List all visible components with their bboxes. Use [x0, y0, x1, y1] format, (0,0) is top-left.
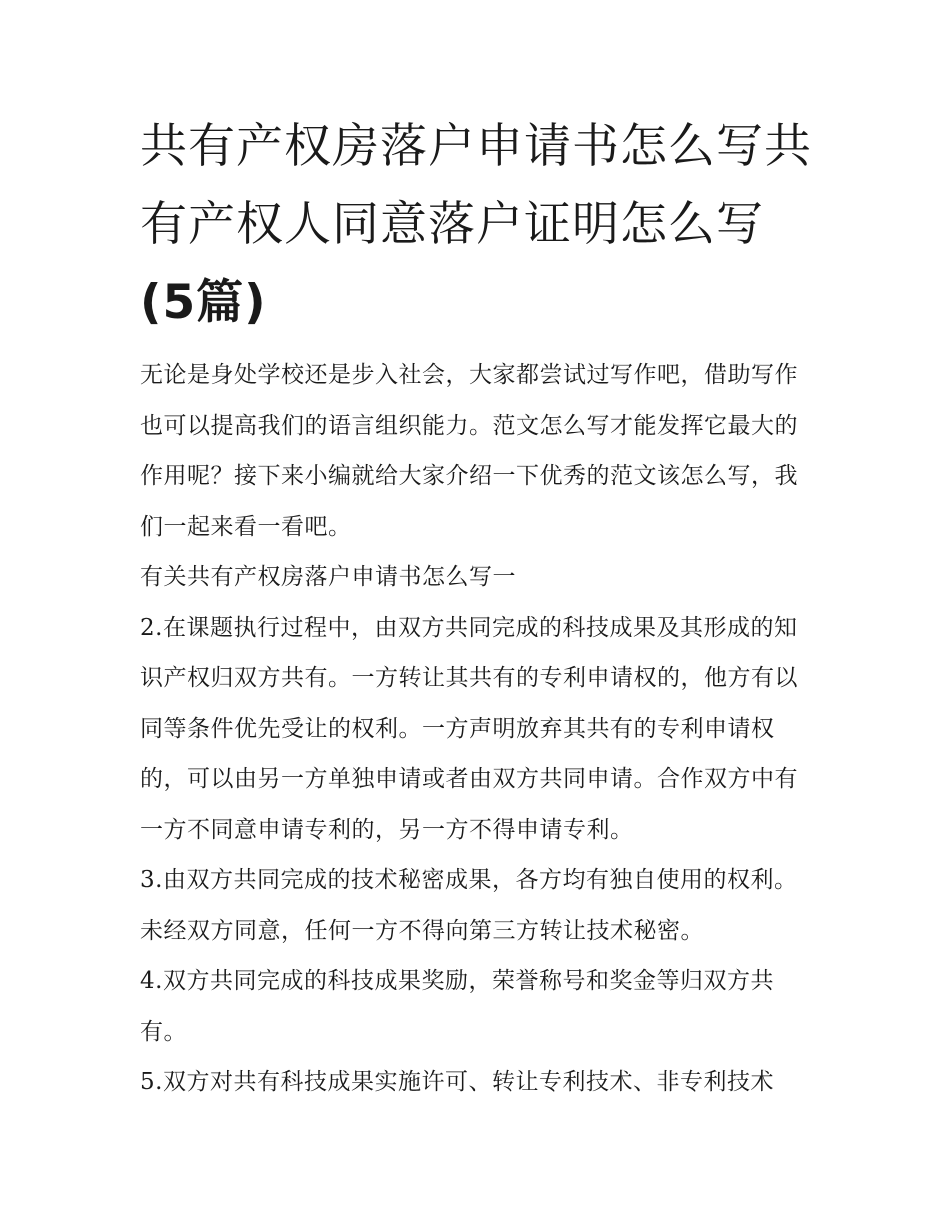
list-item: 2.在课题执行过程中，由双方共同完成的科技成果及其形成的知识产权归双方共有。一方转让其共有的专利申请权的，他方有以同等条件优先受让的权利。一方声明放弃其共有的专利申请权的，可以由另一方单独申请或者由双方共同申请。合作双方中有一方不同意申请专利的，另一方不得申请专利。	[140, 614, 798, 843]
intro-paragraph: 无论是身处学校还是步入社会，大家都尝试过写作吧，借助写作也可以提高我们的语言组织能力。范文怎么写才能发挥它最大的作用呢？接下来小编就给大家介绍一下优秀的范文该怎么写，我们一起来看一看吧。	[140, 362, 798, 540]
list-item: 3.由双方共同完成的技术秘密成果，各方均有独自使用的权利。未经双方同意，任何一方不得向第三方转让技术秘密。	[140, 867, 798, 944]
document-title-main: 共有产权房落户申请书怎么写共有产权人同意落户证明怎么写	[140, 119, 812, 252]
document-title-suffix: (5篇)	[140, 275, 267, 330]
list-item: 4.双方共同完成的科技成果奖励，荣誉称号和奖金等归双方共有。	[140, 968, 774, 1045]
section-heading: 有关共有产权房落户申请书怎么写一	[140, 564, 516, 590]
document-page	[140, 108, 820, 1108]
list-item: 5.双方对共有科技成果实施许可、转让专利技术、非专利技术	[140, 1069, 774, 1095]
document-title	[140, 108, 820, 342]
